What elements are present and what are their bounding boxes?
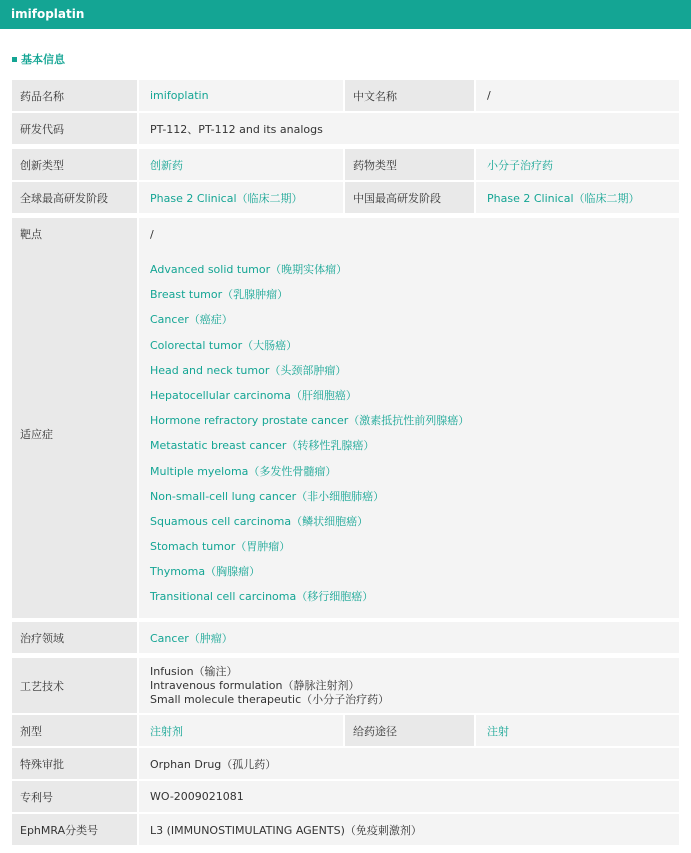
- group-targets-indications: [12, 218, 679, 653]
- group-identity: [12, 80, 679, 144]
- special-approval-text: Orphan Drug（孤儿药）: [150, 757, 277, 771]
- label-china-stage: 中国最高研发阶段: [343, 182, 474, 213]
- row-special-approval: [12, 748, 679, 781]
- label-target: 靶点: [12, 218, 137, 249]
- cn-name-text: /: [487, 89, 491, 102]
- indication-link[interactable]: Stomach tumor（胃肿瘤）: [150, 540, 291, 554]
- indication-link[interactable]: Thymoma（胸腺瘤）: [150, 565, 261, 579]
- row-ephmra: [12, 814, 679, 845]
- drug-type-link[interactable]: 小分子治疗药: [487, 158, 553, 172]
- label-ephmra: EphMRA分类号: [12, 814, 137, 845]
- indication-link[interactable]: Advanced solid tumor（晚期实体瘤）: [150, 263, 348, 276]
- technology-item: Small molecule therapeutic（小分子治疗药）: [150, 692, 390, 706]
- route-link[interactable]: 注射: [487, 724, 509, 738]
- row-drug-name: [12, 80, 679, 113]
- indication-link[interactable]: Colorectal tumor（大肠癌）: [150, 338, 298, 352]
- indication-link[interactable]: Non-small-cell lung cancer（非小细胞肺癌）: [150, 489, 385, 503]
- indication-link[interactable]: Transitional cell carcinoma（移行细胞癌）: [150, 590, 374, 604]
- value-drug-name[interactable]: [137, 80, 343, 111]
- label-column: [12, 218, 137, 618]
- label-innovation-type: 创新类型: [12, 149, 137, 180]
- page-title: imifoplatin: [11, 7, 85, 21]
- label-global-stage: 全球最高研发阶段: [12, 182, 137, 213]
- value-target-indication: [137, 218, 679, 618]
- label-drug-type: 药物类型: [343, 149, 474, 180]
- label-special-approval: 特殊审批: [12, 748, 137, 779]
- indication-link[interactable]: Hepatocellular carcinoma（肝细胞癌）: [150, 388, 357, 402]
- global-stage-link[interactable]: Phase 2 Clinical（临床二期）: [150, 191, 303, 205]
- innovation-type-link[interactable]: 创新药: [150, 158, 183, 172]
- indication-link[interactable]: Cancer（癌症）: [150, 313, 233, 327]
- research-code-text: PT-112、PT-112 and its analogs: [150, 122, 323, 136]
- value-therapy-area[interactable]: [137, 622, 679, 653]
- row-therapy-area: [12, 620, 679, 653]
- square-bullet-icon: [12, 57, 17, 62]
- label-cn-name: 中文名称: [343, 80, 474, 111]
- value-global-stage[interactable]: [137, 182, 343, 213]
- value-technology: [137, 658, 679, 713]
- label-technology: 工艺技术: [12, 658, 137, 713]
- patent-text: WO-2009021081: [150, 790, 244, 803]
- technology-item: Infusion（输注）: [150, 664, 238, 678]
- group-classification: [12, 149, 679, 213]
- indication-link[interactable]: Head and neck tumor（头颈部肿瘤）: [150, 363, 347, 377]
- group-formulation: [12, 658, 679, 845]
- row-innovation-type: [12, 149, 679, 182]
- label-research-code: 研发代码: [12, 113, 137, 144]
- technology-item: Intravenous formulation（静脉注射剂）: [150, 678, 360, 692]
- value-cn-name: [474, 80, 679, 111]
- indication-link[interactable]: Breast tumor（乳腺肿瘤）: [150, 288, 289, 302]
- info-table: [12, 80, 679, 850]
- value-patent: [137, 781, 679, 812]
- therapy-area-link[interactable]: Cancer（肿瘤）: [150, 631, 233, 645]
- label-route: 给药途径: [343, 715, 474, 746]
- page-header: [0, 0, 691, 29]
- china-stage-link[interactable]: Phase 2 Clinical（临床二期）: [487, 191, 640, 205]
- section-header-basic-info: [0, 52, 691, 68]
- value-china-stage[interactable]: [474, 182, 679, 213]
- value-route[interactable]: [474, 715, 679, 746]
- row-research-stage: [12, 182, 679, 213]
- drug-name-link[interactable]: imifoplatin: [150, 89, 209, 102]
- ephmra-text: L3 (IMMUNOSTIMULATING AGENTS)（免疫刺激剂）: [150, 823, 422, 837]
- row-research-code: [12, 113, 679, 144]
- label-therapy-area: 治疗领域: [12, 622, 137, 653]
- label-dosage-form: 剂型: [12, 715, 137, 746]
- indication-link[interactable]: Metastatic breast cancer（转移性乳腺癌）: [150, 439, 375, 453]
- label-drug-name: 药品名称: [12, 80, 137, 111]
- section-title: 基本信息: [21, 53, 65, 66]
- label-patent: 专利号: [12, 781, 137, 812]
- target-value: /: [150, 228, 154, 241]
- value-drug-type[interactable]: [474, 149, 679, 180]
- value-special-approval: [137, 748, 679, 779]
- value-dosage-form[interactable]: [137, 715, 343, 746]
- value-research-code: [137, 113, 679, 144]
- indication-link[interactable]: Squamous cell carcinoma（鳞状细胞癌）: [150, 514, 369, 528]
- row-dosage-form: [12, 715, 679, 748]
- value-ephmra: [137, 814, 679, 845]
- row-patent: [12, 781, 679, 814]
- indication-link[interactable]: Multiple myeloma（多发性骨髓瘤）: [150, 464, 337, 478]
- row-target-indication: [12, 218, 679, 620]
- row-technology: [12, 658, 679, 715]
- indication-link[interactable]: Hormone refractory prostate cancer（激素抵抗性前列腺癌）: [150, 414, 470, 428]
- label-indication: 适应症: [12, 249, 137, 618]
- dosage-form-link[interactable]: 注射剂: [150, 724, 183, 738]
- value-innovation-type[interactable]: [137, 149, 343, 180]
